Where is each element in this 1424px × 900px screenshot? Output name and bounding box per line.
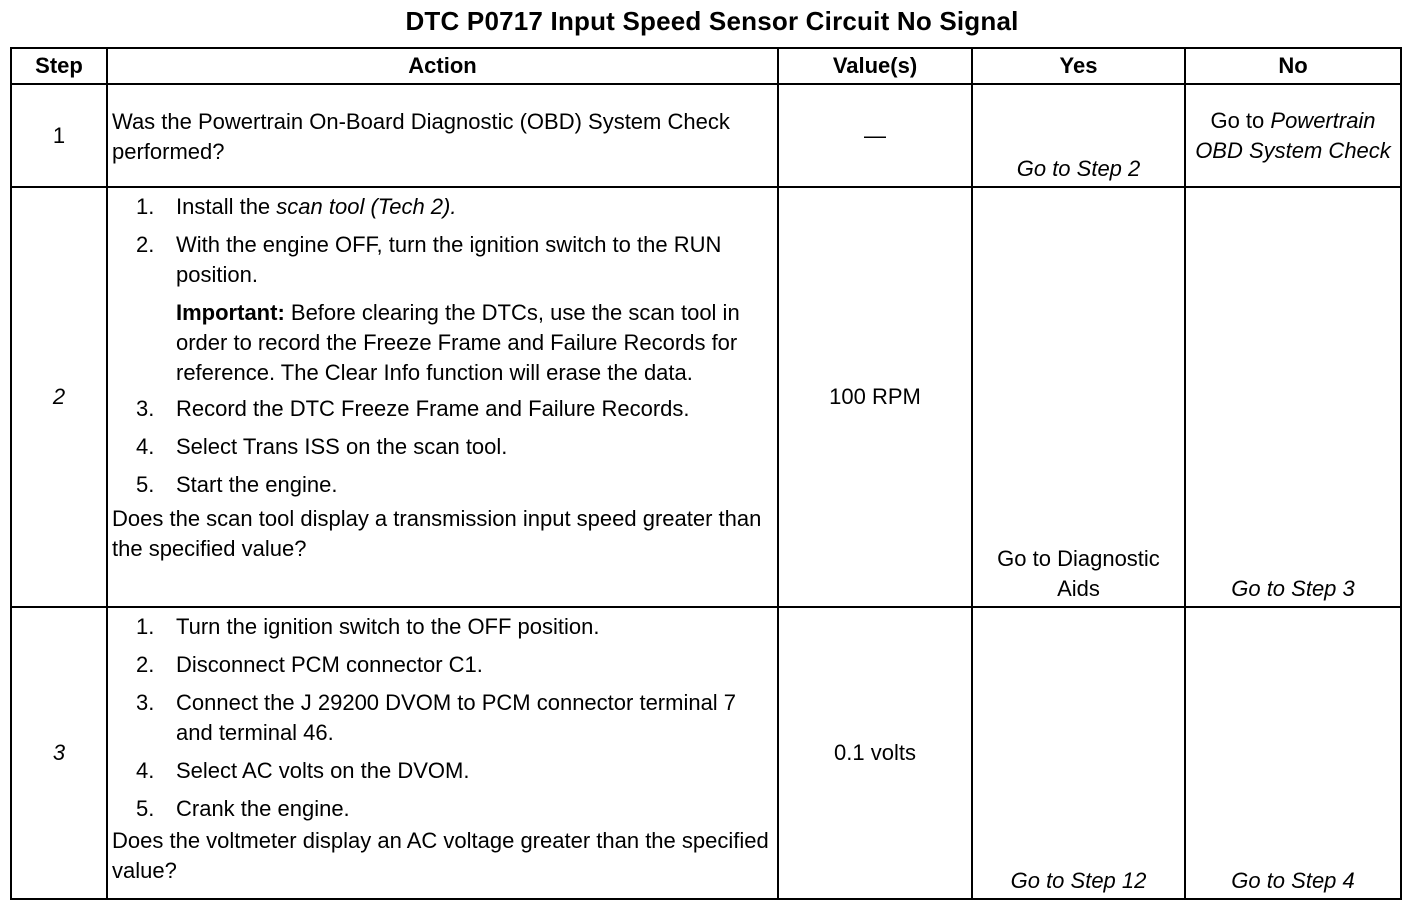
item-number: 4. bbox=[136, 434, 155, 459]
action-cell bbox=[107, 187, 778, 607]
list-item bbox=[112, 230, 773, 290]
item-text: With the engine OFF, turn the ignition switch to the RUN position. bbox=[176, 232, 722, 287]
action-steps bbox=[112, 192, 773, 290]
header-action: Action bbox=[107, 48, 778, 84]
no-prefix: Go to bbox=[1210, 107, 1265, 133]
important-note bbox=[112, 298, 773, 388]
list-item bbox=[112, 612, 773, 642]
table-row bbox=[11, 187, 1401, 607]
note-label: Important: bbox=[176, 300, 285, 325]
yes-link[interactable]: Go to Step 2 bbox=[972, 84, 1185, 187]
item-number: 3. bbox=[136, 396, 155, 421]
table-row bbox=[11, 84, 1401, 187]
item-text: Install the bbox=[176, 194, 271, 219]
note-text: Before clearing the DTCs, use the scan tool in order to record the Freeze Frame and Failure Records for reference. The Clear Info function will erase the data. bbox=[176, 300, 740, 385]
value-cell: 100 RPM bbox=[778, 187, 972, 607]
list-item bbox=[112, 794, 773, 824]
item-text: Record the DTC Freeze Frame and Failure Records. bbox=[176, 396, 690, 421]
no-cell bbox=[1185, 84, 1401, 187]
yes-link[interactable]: Go to Step 12 bbox=[972, 607, 1185, 899]
action-question: Does the voltmeter display an AC voltage greater than the specified value? bbox=[112, 828, 769, 883]
list-item bbox=[112, 394, 773, 424]
no-link[interactable]: Go to Step 4 bbox=[1185, 607, 1401, 899]
list-item bbox=[112, 470, 773, 500]
list-item bbox=[112, 432, 773, 462]
step-number: 1 bbox=[11, 84, 107, 187]
item-number: 2. bbox=[136, 232, 155, 257]
diagnostic-table bbox=[10, 47, 1402, 900]
header-yes: Yes bbox=[972, 48, 1185, 84]
list-item bbox=[112, 192, 773, 222]
item-text: Disconnect PCM connector C1. bbox=[176, 652, 483, 677]
item-text: Start the engine. bbox=[176, 472, 338, 497]
action-question: Does the scan tool display a transmission input speed greater than the specified value? bbox=[112, 506, 762, 561]
item-number: 2. bbox=[136, 652, 155, 677]
action-cell bbox=[107, 607, 778, 899]
action-steps bbox=[112, 612, 773, 824]
value-cell: 0.1 volts bbox=[778, 607, 972, 899]
item-number: 1. bbox=[136, 614, 155, 639]
item-text: Select Trans ISS on the scan tool. bbox=[176, 434, 508, 459]
action-steps bbox=[112, 394, 773, 500]
step-number: 2 bbox=[11, 187, 107, 607]
list-item bbox=[112, 650, 773, 680]
table-row bbox=[11, 607, 1401, 899]
value-cell: — bbox=[778, 84, 972, 187]
item-text: Select AC volts on the DVOM. bbox=[176, 758, 470, 783]
list-item bbox=[112, 688, 773, 748]
item-number: 1. bbox=[136, 194, 155, 219]
header-row bbox=[11, 48, 1401, 84]
yes-link[interactable]: Go to Diagnostic Aids bbox=[972, 187, 1185, 607]
item-number: 4. bbox=[136, 758, 155, 783]
item-link[interactable]: scan tool (Tech 2). bbox=[276, 194, 457, 219]
action-cell bbox=[107, 84, 778, 187]
item-number: 5. bbox=[136, 472, 155, 497]
header-no: No bbox=[1185, 48, 1401, 84]
item-text: Crank the engine. bbox=[176, 796, 350, 821]
page-title: DTC P0717 Input Speed Sensor Circuit No Signal bbox=[405, 6, 1019, 36]
no-link[interactable]: Powertrain OBD System Check bbox=[1195, 107, 1391, 163]
item-text: Connect the J 29200 DVOM to PCM connector terminal 7 and terminal 46. bbox=[176, 690, 737, 745]
step-number: 3 bbox=[11, 607, 107, 899]
item-number: 3. bbox=[136, 690, 155, 715]
header-step: Step bbox=[11, 48, 107, 84]
item-text: Turn the ignition switch to the OFF position. bbox=[176, 614, 600, 639]
action-question: Was the Powertrain On-Board Diagnostic (OBD) System Check performed? bbox=[112, 108, 730, 164]
list-item bbox=[112, 756, 773, 786]
item-number: 5. bbox=[136, 796, 155, 821]
header-values: Value(s) bbox=[778, 48, 972, 84]
no-link[interactable]: Go to Step 3 bbox=[1185, 187, 1401, 607]
